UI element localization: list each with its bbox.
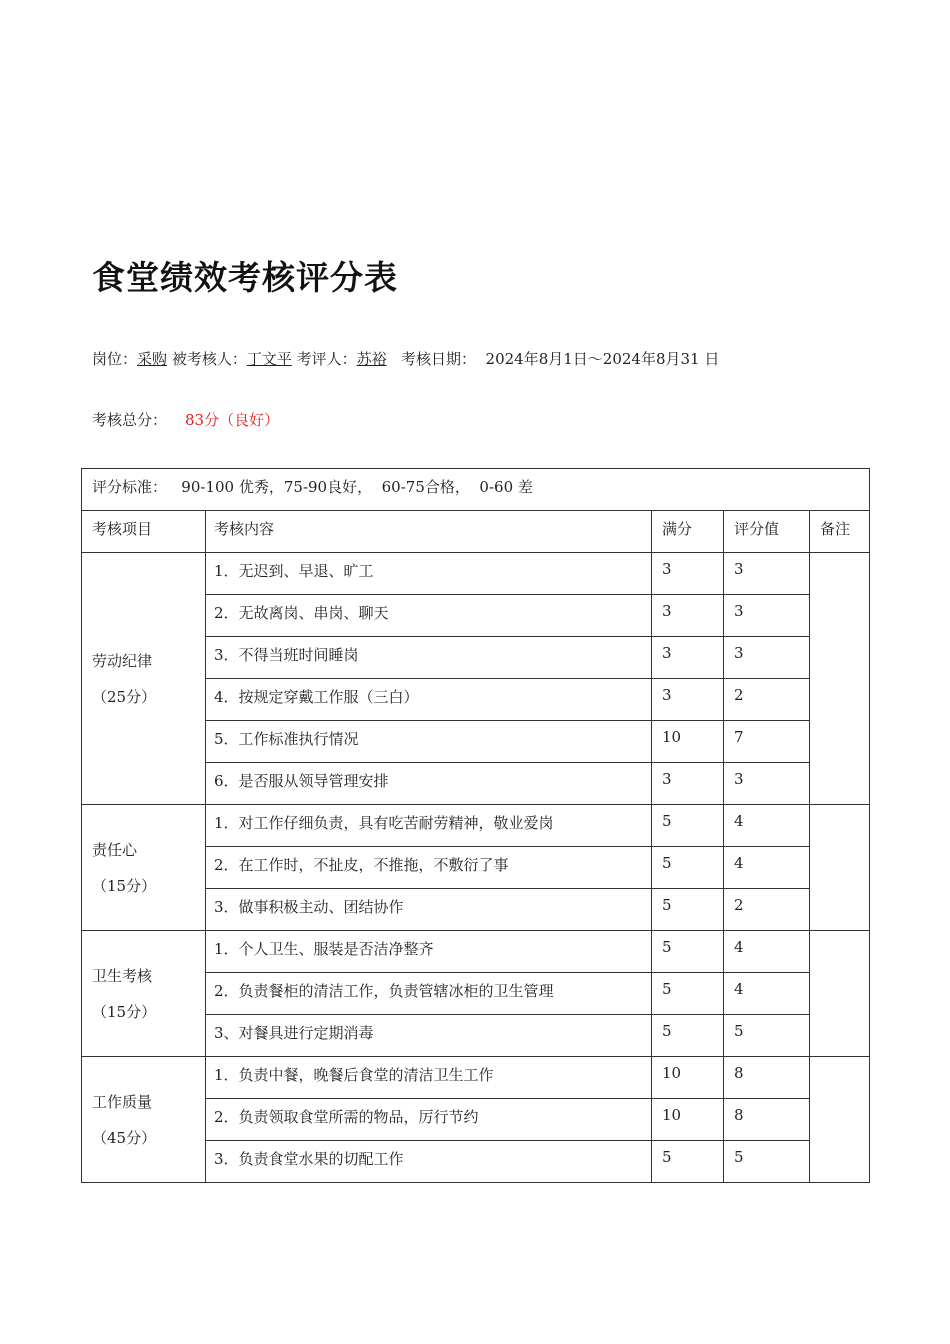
category-name: 工作质量 bbox=[92, 1092, 153, 1111]
remarks-cell bbox=[810, 553, 870, 805]
item-content: 1．个人卫生、服装是否洁净整齐 bbox=[206, 931, 652, 973]
meta-line bbox=[92, 348, 719, 369]
assessor-label: 考评人： bbox=[296, 350, 357, 368]
item-full-score: 5 bbox=[652, 805, 724, 847]
item-score: 5 bbox=[724, 1141, 810, 1183]
assessee-label: 被考核人： bbox=[171, 350, 247, 368]
standard-row bbox=[82, 469, 870, 511]
item-score: 4 bbox=[724, 931, 810, 973]
table-row bbox=[82, 553, 870, 595]
item-content: 6．是否服从领导管理安排 bbox=[206, 763, 652, 805]
item-score: 4 bbox=[724, 805, 810, 847]
category-name: 劳动纪律 bbox=[92, 651, 153, 670]
header-score: 评分值 bbox=[724, 511, 810, 553]
date-label: 考核日期： bbox=[400, 350, 476, 368]
category-name: 责任心 bbox=[92, 840, 138, 859]
category-points: （25分） bbox=[92, 687, 157, 706]
item-score: 2 bbox=[724, 889, 810, 931]
item-score: 5 bbox=[724, 1015, 810, 1057]
item-score: 2 bbox=[724, 679, 810, 721]
item-content: 2．负责领取食堂所需的物品，厉行节约 bbox=[206, 1099, 652, 1141]
category-points: （15分） bbox=[92, 1002, 157, 1021]
category-cell bbox=[82, 931, 206, 1057]
item-content: 3．做事积极主动、团结协作 bbox=[206, 889, 652, 931]
item-content: 3．负责食堂水果的切配工作 bbox=[206, 1141, 652, 1183]
scoring-standard: 评分标准： 90-100 优秀，75-90良好， 60-75合格， 0-60 差 bbox=[82, 469, 870, 511]
total-score-value: 83分（良好） bbox=[185, 411, 280, 429]
item-score: 3 bbox=[724, 553, 810, 595]
item-content: 4．按规定穿戴工作服（三白） bbox=[206, 679, 652, 721]
item-full-score: 5 bbox=[652, 1141, 724, 1183]
item-score: 4 bbox=[724, 847, 810, 889]
assessee-value: 丁文平 bbox=[246, 350, 292, 368]
item-full-score: 3 bbox=[652, 595, 724, 637]
assessor-value: 苏裕 bbox=[356, 350, 387, 368]
item-full-score: 5 bbox=[652, 847, 724, 889]
item-full-score: 3 bbox=[652, 637, 724, 679]
category-cell bbox=[82, 553, 206, 805]
category-points: （15分） bbox=[92, 876, 157, 895]
item-full-score: 10 bbox=[652, 1057, 724, 1099]
item-full-score: 3 bbox=[652, 679, 724, 721]
remarks-cell bbox=[810, 805, 870, 931]
date-value: 2024年8月1日～2024年8月31 日 bbox=[485, 350, 720, 368]
item-content: 2．负责餐柜的清洁工作，负责管辖冰柜的卫生管理 bbox=[206, 973, 652, 1015]
category-name: 卫生考核 bbox=[92, 966, 153, 985]
total-score-line bbox=[92, 409, 279, 430]
category-cell bbox=[82, 1057, 206, 1183]
item-score: 3 bbox=[724, 637, 810, 679]
item-content: 1．对工作仔细负责，具有吃苦耐劳精神，敬业爱岗 bbox=[206, 805, 652, 847]
item-score: 8 bbox=[724, 1099, 810, 1141]
table-row bbox=[82, 931, 870, 973]
remarks-cell bbox=[810, 931, 870, 1057]
item-score: 4 bbox=[724, 973, 810, 1015]
item-content: 2．在工作时，不扯皮，不推拖，不敷衍了事 bbox=[206, 847, 652, 889]
evaluation-table bbox=[81, 468, 870, 1183]
category-points: （45分） bbox=[92, 1128, 157, 1147]
item-score: 7 bbox=[724, 721, 810, 763]
item-full-score: 3 bbox=[652, 763, 724, 805]
page-title: 食堂绩效考核评分表 bbox=[92, 258, 398, 297]
header-remarks: 备注 bbox=[810, 511, 870, 553]
item-full-score: 10 bbox=[652, 1099, 724, 1141]
header-full-score: 满分 bbox=[652, 511, 724, 553]
item-content: 2．无故离岗、串岗、聊天 bbox=[206, 595, 652, 637]
item-content: 1．负责中餐，晚餐后食堂的清洁卫生工作 bbox=[206, 1057, 652, 1099]
item-content: 3、对餐具进行定期消毒 bbox=[206, 1015, 652, 1057]
item-content: 3．不得当班时间睡岗 bbox=[206, 637, 652, 679]
item-full-score: 5 bbox=[652, 973, 724, 1015]
table-row bbox=[82, 805, 870, 847]
total-score-label: 考核总分： bbox=[92, 411, 168, 429]
item-full-score: 5 bbox=[652, 1015, 724, 1057]
item-full-score: 5 bbox=[652, 889, 724, 931]
remarks-cell bbox=[810, 1057, 870, 1183]
header-content: 考核内容 bbox=[206, 511, 652, 553]
category-cell bbox=[82, 805, 206, 931]
item-full-score: 3 bbox=[652, 553, 724, 595]
item-content: 1．无迟到、早退、旷工 bbox=[206, 553, 652, 595]
header-row bbox=[82, 511, 870, 553]
item-full-score: 10 bbox=[652, 721, 724, 763]
item-score: 3 bbox=[724, 595, 810, 637]
item-score: 8 bbox=[724, 1057, 810, 1099]
item-score: 3 bbox=[724, 763, 810, 805]
position-value: 采购 bbox=[137, 350, 168, 368]
header-item: 考核项目 bbox=[82, 511, 206, 553]
item-content: 5．工作标准执行情况 bbox=[206, 721, 652, 763]
table-row bbox=[82, 1057, 870, 1099]
position-label: 岗位： bbox=[92, 350, 138, 368]
item-full-score: 5 bbox=[652, 931, 724, 973]
